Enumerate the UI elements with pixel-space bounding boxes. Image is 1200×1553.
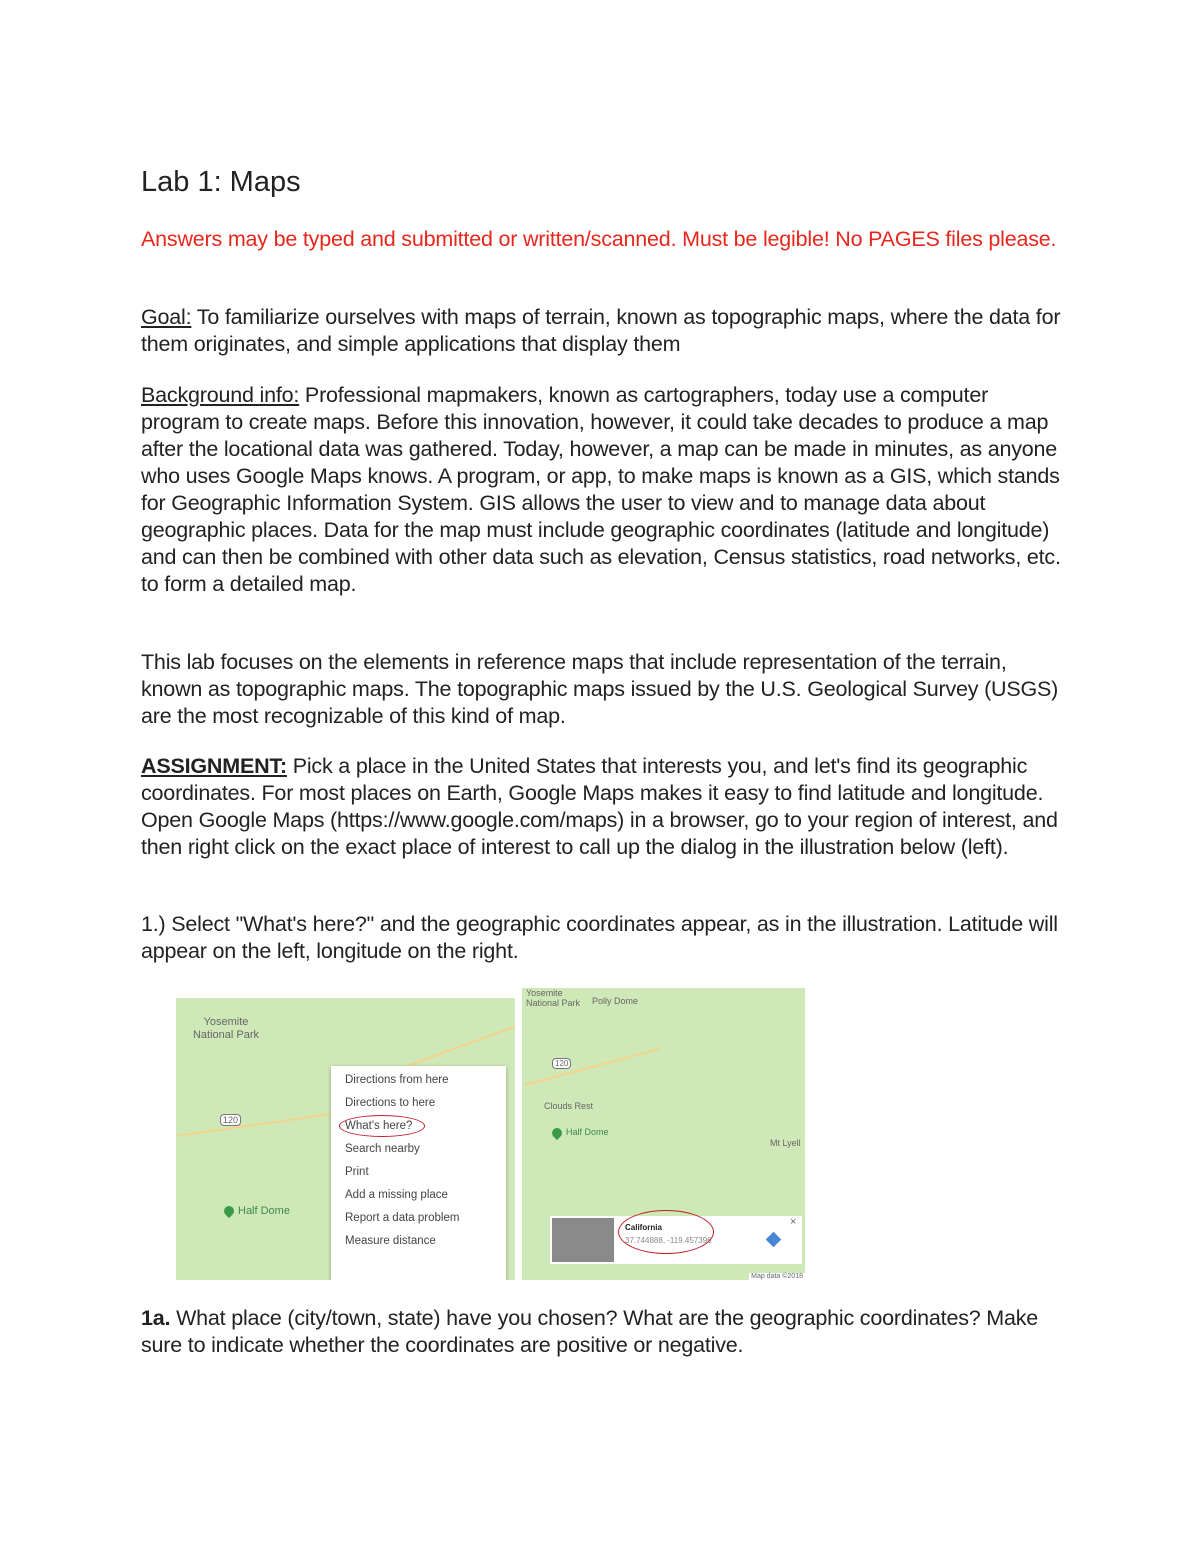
goal-paragraph [141,304,1066,358]
pin-icon [550,1126,564,1140]
menu-item[interactable]: Add a missing place [345,1189,448,1201]
question-text: What place (city/town, state) have you chosen? What are the geographic coordinates? Make sure to indicate whether the coordinates are positive or negative. [141,1306,1039,1357]
close-icon[interactable]: × [790,1216,797,1228]
red-circle-annotation [618,1210,714,1254]
poi-label: Polly Dome [592,996,639,1006]
assignment-text: Pick a place in the United States that interests you, and let's find its geographic coordinates. For most places on Earth, Google Maps makes it easy to find latitude and longitude. Open Google Maps (https://www.google.com/maps) in a browser, go to your region of interest, and then right click on the exact place of interest to call up the dialog in the illustration below (left). [141,754,1058,859]
background-text: Professional mapmakers, known as cartographers, today use a computer program to create maps. Before this innovation, however, it could take decades to produce a map after the locational data was gathered. Today, however, a map can be made in minutes, as anyone who uses Google Maps knows. A program, or app, to make maps is known as a GIS, which stands for Geographic Information System. GIS allows the user to view and to manage data about geographic places. Data for the map must include geographic coordinates (latitude and longitude) and can then be combined with other data such as elevation, Census statistics, road networks, etc. to form a detailed map. [141,383,1061,596]
route-shield: 120 [552,1058,571,1069]
menu-item[interactable]: Print [345,1166,369,1178]
poi-label: Mt Lyell [770,1138,801,1148]
assignment-label: ASSIGNMENT: [141,754,287,778]
photo-thumbnail [552,1218,614,1262]
submission-notice: Answers may be typed and submitted or written/scanned. Must be legible! No PAGES files please. [141,227,1057,251]
step-1: 1.) Select "What's here?" and the geographic coordinates appear, as in the illustration. Latitude will appear on the left, longitude on the right. [141,912,1058,963]
red-circle-annotation [339,1115,425,1137]
page-title: Lab 1: Maps [141,166,301,198]
goal-text: To familiarize ourselves with maps of terrain, known as topographic maps, where the data for them originates, and simple applications that display them [141,305,1061,356]
background-label: Background info: [141,383,300,407]
menu-item-whats-here[interactable]: What's here? [345,1120,413,1132]
poi-label: Clouds Rest [544,1101,594,1111]
menu-item[interactable]: Directions from here [345,1074,449,1086]
half-dome-label: Half Dome [552,1127,609,1138]
assignment-paragraph [141,753,1066,861]
card-title: California [625,1223,662,1232]
half-dome-label: Half Dome [224,1205,290,1217]
park-label: Yosemite National Park [526,988,581,1008]
directions-icon[interactable] [766,1232,782,1248]
menu-item[interactable]: Measure distance [345,1235,436,1247]
park-label: Yosemite National Park [192,1016,260,1041]
route-shield: 120 [220,1114,241,1126]
goal-label: Goal: [141,305,192,329]
menu-item[interactable]: Directions to here [345,1097,436,1109]
menu-item[interactable]: Search nearby [345,1143,420,1155]
map-footer: Map data ©2018 [751,1273,803,1280]
context-menu [331,1066,506,1280]
pin-icon [222,1204,236,1218]
map-left-context-menu [176,998,515,1280]
background-paragraph [141,382,1066,598]
lab-focus-paragraph: This lab focuses on the elements in reference maps that include representation of the terrain, known as topographic maps. The topographic maps issued by the U.S. Geological Survey (USGS) are the most recognizable of this kind of map. [141,650,1059,728]
question-1a [141,1305,1066,1359]
question-label: 1a. [141,1306,171,1330]
map-right-coordinates [522,988,805,1280]
location-card[interactable] [550,1216,802,1264]
menu-item[interactable]: Report a data problem [345,1212,460,1224]
coordinates: 37.744888, -119.457396 [625,1236,712,1245]
